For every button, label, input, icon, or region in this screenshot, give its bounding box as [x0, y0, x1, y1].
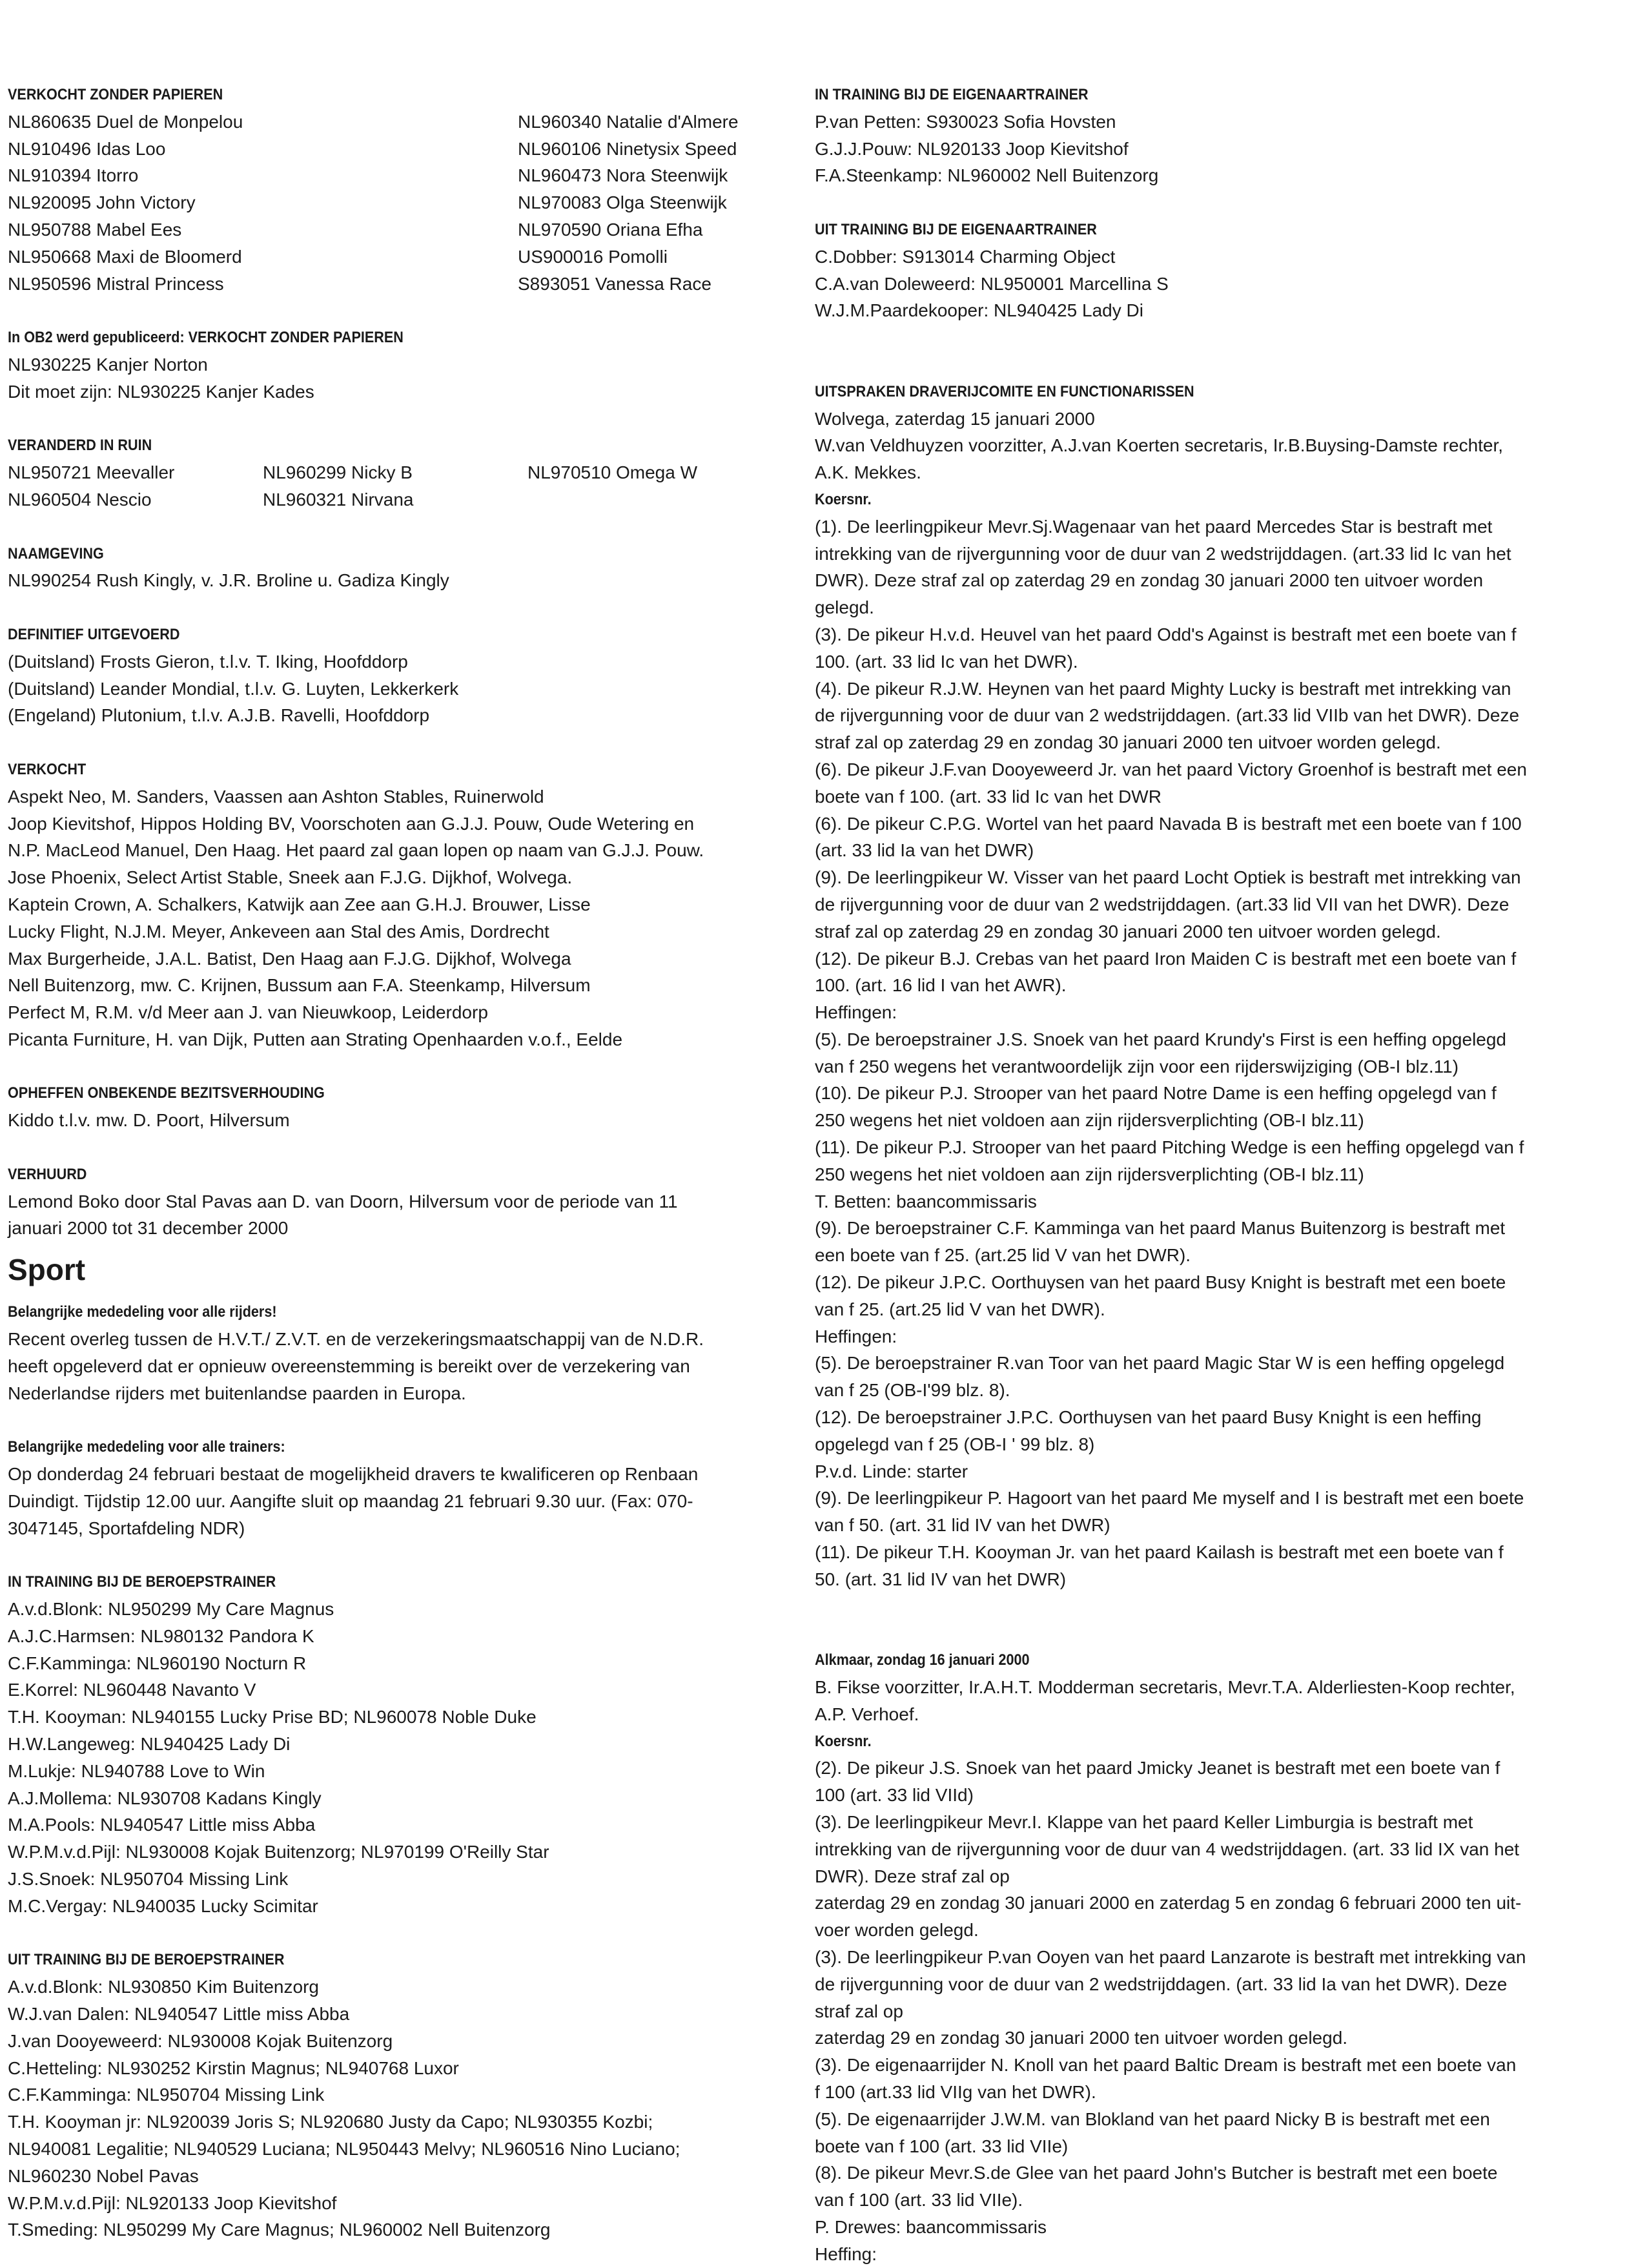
right-column — [815, 81, 1615, 2268]
text-line: A.v.d.Blonk: NL950299 My Care Magnus — [8, 1599, 334, 1620]
text-line: Op donderdag 24 februari bestaat de mogelijkheid dravers te kwalificeren op Renbaan — [8, 1464, 699, 1485]
text-line: boete van f 100. (art. 33 lid Ic van het DWR — [815, 786, 1161, 807]
list-column — [527, 459, 786, 513]
text-line: Jose Phoenix, Select Artist Stable, Sneek aan F.J.G. Dijkhof, Wolvega. — [8, 867, 573, 888]
text-line: (3). De eigenaarrijder N. Knoll van het paard Baltic Dream is bestraft met een boete van — [815, 2055, 1517, 2076]
text-line: van f 250 wegens het verantwoordelijk zijn voor een rijderswijziging (OB-I blz.11) — [815, 1056, 1459, 1077]
list — [815, 108, 1615, 189]
text-line: (9). De beroepstrainer C.F. Kamminga van het paard Manus Buitenzorg is bestraft met — [815, 1218, 1506, 1239]
ruling-list — [815, 513, 1615, 1593]
list — [8, 1188, 786, 1242]
section-heading: UIT TRAINING BIJ DE BEROEPSTRAINER — [8, 1951, 285, 1969]
text-line: C.F.Kamminga: NL950704 Missing Link — [8, 2085, 325, 2105]
text-line: A.J.Mollema: NL930708 Kadans Kingly — [8, 1788, 322, 1808]
text-line: NL960299 Nicky B — [263, 462, 413, 483]
text-line: T.H. Kooyman: NL940155 Lucky Prise BD; NL960078 Noble Duke — [8, 1707, 537, 1727]
text-line: W.P.M.v.d.Pijl: NL920133 Joop Kievitshof — [8, 2192, 337, 2213]
section-heading: Belangrijke mededeling voor alle rijders! — [8, 1303, 277, 1321]
section-verhuurd — [8, 1161, 786, 1242]
section-uit-training-beroepstrainer — [8, 1946, 786, 2243]
text-line: W.J.M.Paardekooper: NL940425 Lady Di — [815, 300, 1143, 321]
text-line: C.A.van Doleweerd: NL950001 Marcellina S — [815, 273, 1169, 294]
text-line: van f 25 (OB-I'99 blz. 8). — [815, 1380, 1010, 1401]
text-line: (9). De leerlingpikeur P. Hagoort van het paard Me myself and I is bestraft met een boete — [815, 1488, 1524, 1509]
list-column — [518, 108, 786, 298]
text-line: DWR). Deze straf zal op — [815, 1866, 1010, 1886]
text-line: voer worden gelegd. — [815, 1920, 979, 1941]
text-line: M.C.Vergay: NL940035 Lucky Scimitar — [8, 1895, 318, 1916]
text-line: T.Smeding: NL950299 My Care Magnus; NL960002 Nell Buitenzorg — [8, 2220, 551, 2240]
text-line: (5). De beroepstrainer R.van Toor van het paard Magic Star W is een heffing opgelegd — [815, 1353, 1505, 1374]
koersnr-label: Koersnr. — [815, 1732, 872, 1750]
list — [815, 1674, 1615, 1728]
text-line: P. Drewes: baancommissaris — [815, 2216, 1047, 2237]
text-line: heeft opgeleverd dat er opnieuw overeenstemming is bereikt over de verzekering van — [8, 1356, 690, 1376]
text-line: 250 wegens het niet voldoen aan zijn rijdersverplichting (OB-I blz.11) — [815, 1164, 1364, 1184]
text-line: (3). De leerlingpikeur Mevr.I. Klappe van het paard Keller Limburgia is bestraft met — [815, 1812, 1473, 1832]
text-line: B. Fikse voorzitter, Ir.A.H.T. Modderman secretaris, Mevr.T.A. Alderliesten-Koop rechter, — [815, 1677, 1515, 1698]
section-mededeling-trainers — [8, 1434, 786, 1541]
left-column — [8, 81, 786, 2243]
text-line: Wolvega, zaterdag 15 januari 2000 — [815, 408, 1095, 429]
text-line: NL960473 Nora Steenwijk — [518, 165, 728, 186]
text-line: T. Betten: baancommissaris — [815, 1191, 1037, 1211]
text-line: Recent overleg tussen de H.V.T./ Z.V.T. en de verzekeringsmaatschappij van de N.D.R. — [8, 1329, 704, 1350]
text-line: zaterdag 29 en zondag 30 januari 2000 en zaterdag 5 en zondag 6 februari 2000 ten uit- — [815, 1893, 1522, 1913]
text-line: NL930225 Kanjer Norton — [8, 354, 208, 375]
text-line: W.van Veldhuyzen voorzitter, A.J.van Koerten secretaris, Ir.B.Buysing-Damste rechter, — [815, 435, 1504, 456]
text-line: van f 25. (art.25 lid V van het DWR). — [815, 1299, 1105, 1319]
section-ob2-correction — [8, 324, 786, 405]
list — [8, 1596, 786, 1920]
text-line: NL950721 Meevaller — [8, 462, 175, 483]
text-line: NL960321 Nirvana — [263, 489, 414, 510]
text-line: J.van Dooyeweerd: NL930008 Kojak Buitenzorg — [8, 2030, 393, 2051]
text-line: (5). De beroepstrainer J.S. Snoek van het paard Krundy's First is een heffing opgelegd — [815, 1029, 1506, 1049]
text-line: Lemond Boko door Stal Pavas aan D. van Doorn, Hilversum voor de periode van 11 — [8, 1191, 678, 1211]
text-line: (12). De pikeur B.J. Crebas van het paard Iron Maiden C is bestraft met een boete van f — [815, 948, 1517, 969]
text-line: NL950668 Maxi de Bloomerd — [8, 246, 242, 267]
text-line: NL950788 Mabel Ees — [8, 219, 182, 240]
section-heading: Belangrijke mededeling voor alle trainers: — [8, 1438, 285, 1456]
text-line: C.Dobber: S913014 Charming Object — [815, 246, 1116, 267]
text-line: (art. 33 lid Ia van het DWR) — [815, 840, 1034, 861]
text-line: (5). De eigenaarrijder J.W.M. van Blokland van het paard Nicky B is bestraft met een — [815, 2108, 1490, 2129]
list — [8, 351, 786, 406]
text-line: N.P. MacLeod Manuel, Den Haag. Het paard zal gaan lopen op naam van G.J.J. Pouw. — [8, 840, 704, 861]
section-heading: DEFINITIEF UITGEVOERD — [8, 625, 180, 643]
section-heading: IN TRAINING BIJ DE EIGENAARTRAINER — [815, 86, 1089, 103]
section-heading: UIT TRAINING BIJ DE EIGENAARTRAINER — [815, 220, 1097, 238]
text-line: (9). De leerlingpikeur W. Visser van het paard Locht Optiek is bestraft met intrekking van — [815, 867, 1521, 888]
section-heading: VERKOCHT — [8, 760, 87, 778]
section-in-training-beroepstrainer — [8, 1569, 786, 1919]
section-heading: NAAMGEVING — [8, 544, 104, 562]
text-line: A.P. Verhoef. — [815, 1704, 919, 1724]
text-line: straf zal op zaterdag 29 en zondag 30 januari 2000 ten uitvoer worden gelegd. — [815, 732, 1441, 753]
text-line: de rijvergunning voor de duur van 2 wedstrijddagen. (art.33 lid VII van het DWR). Deze — [815, 894, 1509, 914]
text-line: (1). De leerlingpikeur Mevr.Sj.Wagenaar van het paard Mercedes Star is bestraft met — [815, 516, 1493, 537]
text-line: C.F.Kamminga: NL960190 Nocturn R — [8, 1653, 307, 1673]
section-naamgeving — [8, 541, 786, 595]
text-line: NL950596 Mistral Princess — [8, 273, 224, 294]
text-line: DWR). Deze straf zal op zaterdag 29 en zondag 30 januari 2000 ten uitvoer worden — [815, 570, 1484, 591]
text-line: P.van Petten: S930023 Sofia Hovsten — [815, 111, 1116, 132]
text-line: straf zal op zaterdag 29 en zondag 30 januari 2000 ten uitvoer worden gelegd. — [815, 921, 1441, 942]
text-line: 3047145, Sportafdeling NDR) — [8, 1518, 245, 1538]
section-veranderd-in-ruin — [8, 432, 786, 513]
section-heading: OPHEFFEN ONBEKENDE BEZITSVERHOUDING — [8, 1084, 325, 1102]
text-line: straf zal op — [815, 2001, 903, 2021]
text-line: Duindigt. Tijdstip 12.00 uur. Aangifte sluit op maandag 21 februari 9.30 uur. (Fax: 070- — [8, 1490, 693, 1511]
text-line: Picanta Furniture, H. van Dijk, Putten aan Strating Openhaarden v.o.f., Eelde — [8, 1029, 623, 1049]
section-opheffen — [8, 1080, 786, 1134]
section-heading: In OB2 werd gepubliceerd: VERKOCHT ZONDER PAPIEREN — [8, 329, 404, 347]
list — [8, 1974, 786, 2243]
list-column — [8, 108, 518, 298]
text-line: Nederlandse rijders met buitenlandse paarden in Europa. — [8, 1383, 466, 1403]
text-line: NL910394 Itorro — [8, 165, 139, 186]
text-line: f 100 (art.33 lid VIIg van het DWR). — [815, 2081, 1096, 2102]
text-line: NL960340 Natalie d'Almere — [518, 111, 739, 132]
text-line: (6). De pikeur J.F.van Dooyeweerd Jr. van het paard Victory Groenhof is bestraft met een — [815, 759, 1527, 779]
section-heading: Alkmaar, zondag 16 januari 2000 — [815, 1651, 1030, 1669]
text-line: Joop Kievitshof, Hippos Holding BV, Voorschoten aan G.J.J. Pouw, Oude Wetering en — [8, 813, 695, 834]
text-line: (12). De beroepstrainer J.P.C. Oorthuysen van het paard Busy Knight is een heffing — [815, 1407, 1482, 1428]
text-line: NL960504 Nescio — [8, 489, 152, 510]
section-heading: VERKOCHT ZONDER PAPIEREN — [8, 86, 223, 103]
text-line: Perfect M, R.M. v/d Meer aan J. van Nieuwkoop, Leiderdorp — [8, 1002, 488, 1023]
text-line: G.J.J.Pouw: NL920133 Joop Kievitshof — [815, 138, 1129, 159]
text-line: (3). De pikeur H.v.d. Heuvel van het paard Odd's Against is bestraft met een boete van f — [815, 624, 1517, 644]
text-line: 100 (art. 33 lid VIId) — [815, 1785, 974, 1806]
text-line: van f 100 (art. 33 lid VIIe). — [815, 2190, 1023, 2211]
text-line: (8). De pikeur Mevr.S.de Glee van het paard John's Butcher is bestraft met een boete — [815, 2163, 1498, 2183]
list — [815, 406, 1615, 486]
list-column — [8, 459, 263, 513]
text-line: NL960230 Nobel Pavas — [8, 2165, 199, 2186]
text-line: C.Hetteling: NL930252 Kirstin Magnus; NL940768 Luxor — [8, 2057, 459, 2078]
list — [8, 783, 786, 1053]
text-line: M.Lukje: NL940788 Love to Win — [8, 1760, 265, 1781]
section-heading: VERANDERD IN RUIN — [8, 437, 152, 455]
text-line: W.P.M.v.d.Pijl: NL930008 Kojak Buitenzorg; NL970199 O'Reilly Star — [8, 1842, 549, 1862]
section-verkocht-zonder-papieren — [8, 81, 786, 297]
section-in-training-eigenaartrainer — [815, 81, 1615, 189]
section-definitief-uitgevoerd — [8, 621, 786, 729]
text-line: (6). De pikeur C.P.G. Wortel van het paard Navada B is bestraft met een boete van f 100 — [815, 813, 1522, 834]
text-line: F.A.Steenkamp: NL960002 Nell Buitenzorg — [815, 165, 1159, 186]
text-line: zaterdag 29 en zondag 30 januari 2000 ten uitvoer worden gelegd. — [815, 2028, 1348, 2048]
text-line: S893051 Vanessa Race — [518, 273, 711, 294]
text-line: (2). De pikeur J.S. Snoek van het paard Jmicky Jeanet is bestraft met een boete van f — [815, 1758, 1500, 1778]
text-line: 50. (art. 31 lid IV van het DWR) — [815, 1569, 1067, 1589]
text-line: de rijvergunning voor de duur van 2 wedstrijddagen. (art. 33 lid Ia van het DWR). Deze — [815, 1974, 1508, 1994]
text-line: W.J.van Dalen: NL940547 Little miss Abba — [8, 2003, 350, 2024]
text-line: US900016 Pomolli — [518, 246, 668, 267]
text-line: Heffingen: — [815, 1326, 897, 1346]
text-line: boete van f 100 (art. 33 lid VIIe) — [815, 2136, 1069, 2156]
list — [8, 1461, 786, 1541]
text-line: 100. (art. 16 lid I van het AWR). — [815, 975, 1067, 996]
text-line: (4). De pikeur R.J.W. Heynen van het paard Mighty Lucky is bestraft met intrekking van — [815, 678, 1511, 699]
text-line: januari 2000 tot 31 december 2000 — [8, 1218, 289, 1239]
list — [8, 567, 786, 594]
section-mededeling-rijders — [8, 1299, 786, 1407]
text-line: (Engeland) Plutonium, t.l.v. A.J.B. Ravelli, Hoofddorp — [8, 705, 430, 726]
text-line: intrekking van de rijvergunning voor de duur van 4 wedstrijddagen. (art. 33 lid IX van het — [815, 1839, 1520, 1859]
list — [8, 1326, 786, 1407]
text-line: Dit moet zijn: NL930225 Kanjer Kades — [8, 381, 314, 402]
text-line: P.v.d. Linde: starter — [815, 1461, 968, 1481]
text-line: (3). De leerlingpikeur P.van Ooyen van het paard Lanzarote is bestraft met intrekking van — [815, 1946, 1526, 1967]
text-line: NL910496 Idas Loo — [8, 138, 166, 159]
text-line: intrekking van de rijvergunning voor de duur van 2 wedstrijddagen. (art.33 lid Ic van het — [815, 543, 1511, 564]
list — [815, 243, 1615, 324]
text-line: (Duitsland) Leander Mondial, t.l.v. G. Luyten, Lekkerkerk — [8, 678, 459, 699]
text-line: Lucky Flight, N.J.M. Meyer, Ankeveen aan Stal des Amis, Dordrecht — [8, 921, 549, 942]
text-line: gelegd. — [815, 597, 874, 618]
section-heading: VERHUURD — [8, 1165, 87, 1183]
text-line: T.H. Kooyman jr: NL920039 Joris S; NL920680 Justy da Capo; NL930355 Kozbi; — [8, 2112, 653, 2132]
list — [8, 648, 786, 729]
section-uitspraken-wolvega — [815, 378, 1615, 1593]
text-line: NL860635 Duel de Monpelou — [8, 111, 243, 132]
ruling-list — [815, 1755, 1615, 2267]
text-line: (11). De pikeur T.H. Kooyman Jr. van het paard Kailash is bestraft met een boete van f — [815, 1542, 1504, 1563]
text-line: NL970083 Olga Steenwijk — [518, 192, 727, 213]
text-line: (10). De pikeur P.J. Strooper van het paard Notre Dame is een heffing opgelegd van f — [815, 1083, 1497, 1104]
text-line: Heffing: — [815, 2243, 877, 2264]
text-line: Aspekt Neo, M. Sanders, Vaassen aan Ashton Stables, Ruinerwold — [8, 786, 544, 807]
section-uit-training-eigenaartrainer — [815, 216, 1615, 324]
text-line: A.v.d.Blonk: NL930850 Kim Buitenzorg — [8, 1977, 319, 1997]
text-line: Kaptein Crown, A. Schalkers, Katwijk aan Zee aan G.H.J. Brouwer, Lisse — [8, 894, 591, 914]
text-line: 250 wegens het niet voldoen aan zijn rijdersverplichting (OB-I blz.11) — [815, 1110, 1364, 1131]
text-line: opgelegd van f 25 (OB-I ' 99 blz. 8) — [815, 1434, 1095, 1454]
section-verkocht — [8, 756, 786, 1053]
text-line: 100. (art. 33 lid Ic van het DWR). — [815, 651, 1078, 672]
list — [8, 1107, 786, 1134]
text-line: (Duitsland) Frosts Gieron, t.l.v. T. Iking, Hoofddorp — [8, 651, 408, 672]
text-line: NL970590 Oriana Efha — [518, 219, 703, 240]
section-uitspraken-alkmaar — [815, 1647, 1615, 2267]
text-line: NL960106 Ninetysix Speed — [518, 138, 737, 159]
text-line: M.A.Pools: NL940547 Little miss Abba — [8, 1815, 316, 1835]
text-line: een boete van f 25. (art.25 lid V van het DWR). — [815, 1245, 1191, 1266]
text-line: NL940081 Legalitie; NL940529 Luciana; NL950443 Melvy; NL960516 Nino Luciano; — [8, 2138, 680, 2159]
text-line: NL990254 Rush Kingly, v. J.R. Broline u. Gadiza Kingly — [8, 570, 449, 591]
text-line: van f 50. (art. 31 lid IV van het DWR) — [815, 1515, 1110, 1536]
text-line: J.S.Snoek: NL950704 Missing Link — [8, 1869, 289, 1889]
text-line: A.K. Mekkes. — [815, 462, 921, 483]
text-line: A.J.C.Harmsen: NL980132 Pandora K — [8, 1625, 314, 1646]
koersnr-label: Koersnr. — [815, 490, 872, 508]
section-heading: UITSPRAKEN DRAVERIJCOMITE EN FUNCTIONARISSEN — [815, 382, 1194, 400]
section-heading: IN TRAINING BIJ DE BEROEPSTRAINER — [8, 1573, 276, 1591]
text-line: H.W.Langeweg: NL940425 Lady Di — [8, 1734, 291, 1755]
text-line: (12). De pikeur J.P.C. Oorthuysen van het paard Busy Knight is bestraft met een boete — [815, 1272, 1506, 1293]
text-line: NL970510 Omega W — [527, 462, 698, 483]
text-line: de rijvergunning voor de duur van 2 wedstrijddagen. (art.33 lid VIIb van het DWR). Deze — [815, 705, 1520, 726]
text-line: Heffingen: — [815, 1002, 897, 1023]
text-line: (11). De pikeur P.J. Strooper van het paard Pitching Wedge is een heffing opgelegd van f — [815, 1137, 1524, 1158]
text-line: Max Burgerheide, J.A.L. Batist, Den Haag aan F.J.G. Dijkhof, Wolvega — [8, 948, 571, 969]
list-column — [263, 459, 527, 513]
sport-title: Sport — [8, 1253, 86, 1287]
text-line: NL920095 John Victory — [8, 192, 196, 213]
text-line: E.Korrel: NL960448 Navanto V — [8, 1680, 256, 1700]
text-line: Kiddo t.l.v. mw. D. Poort, Hilversum — [8, 1110, 290, 1131]
text-line: Nell Buitenzorg, mw. C. Krijnen, Bussum aan F.A. Steenkamp, Hilversum — [8, 975, 591, 996]
